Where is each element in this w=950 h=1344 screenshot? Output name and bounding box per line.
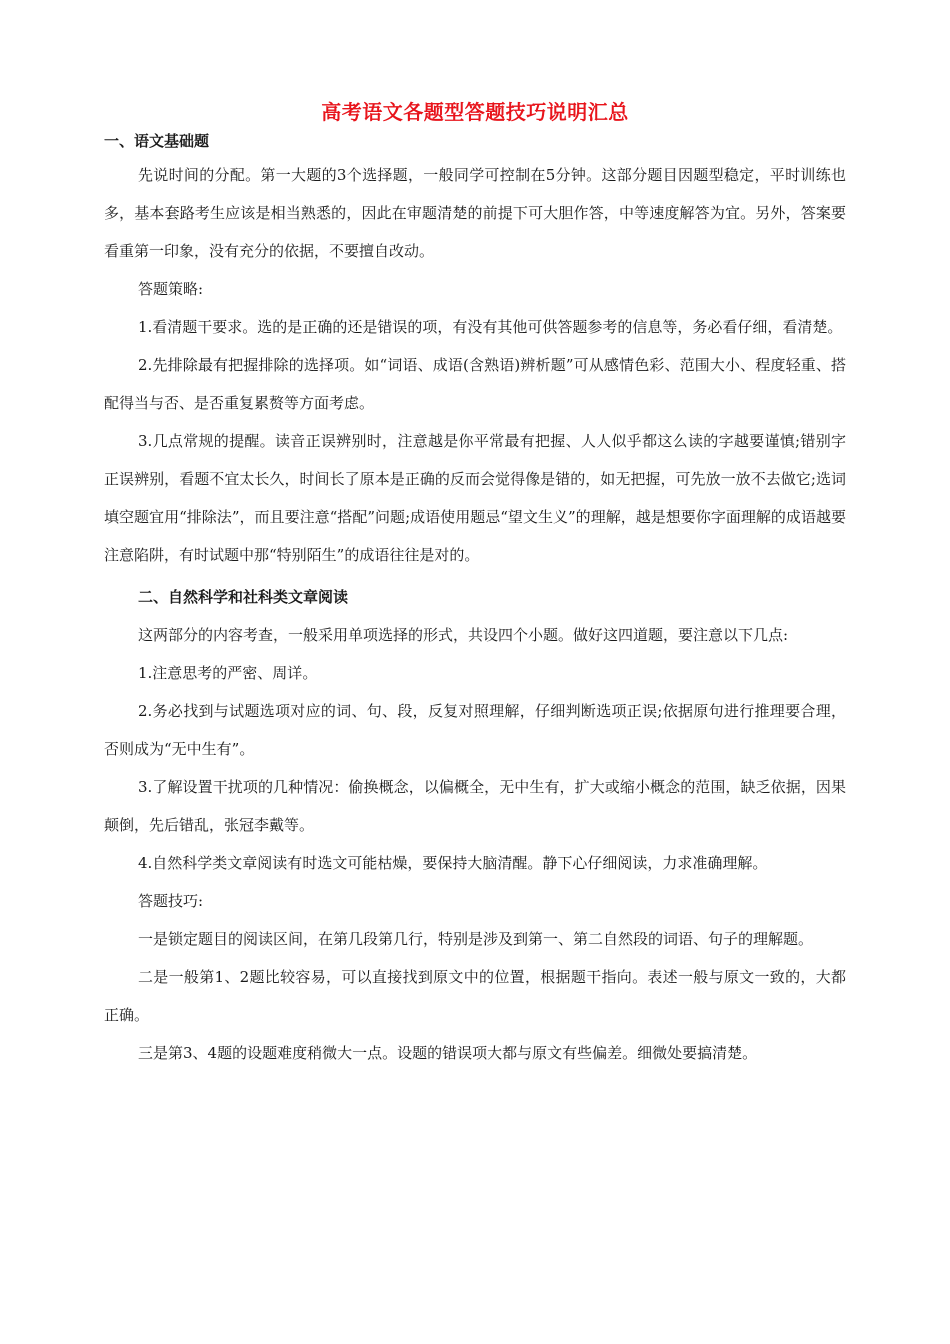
paragraph: 一是锁定题目的阅读区间，在第几段第几行，特别是涉及到第一、第二自然段的词语、句子的理解题。 bbox=[138, 930, 814, 948]
paragraph: 1.看清题干要求。选的是正确的还是错误的项，有没有其他可供答题参考的信息等，务必看仔细，看清楚。 bbox=[138, 318, 843, 336]
document-body bbox=[104, 130, 846, 1072]
paragraph: 1.注意思考的严密、周详。 bbox=[138, 664, 318, 682]
paragraph: 4.自然科学类文章阅读有时选文可能枯燥，要保持大脑清醒。静下心仔细阅读，力求准确理解。 bbox=[138, 854, 768, 872]
paragraph: 这两部分的内容考查，一般采用单项选择的形式，共设四个小题。做好这四道题，要注意以下几点: bbox=[138, 626, 789, 644]
document-title: 高考语文各题型答题技巧说明汇总 bbox=[321, 100, 629, 124]
paragraph: 2.务必找到与试题选项对应的词、句、段，反复对照理解，仔细判断选项正误;依据原句进行推理要合理，否则成为“无中生有”。 bbox=[104, 702, 846, 758]
paragraph: 先说时间的分配。第一大题的3个选择题，一般同学可控制在5分钟。这部分题目因题型稳定，平时训练也多，基本套路考生应该是相当熟悉的，因此在审题清楚的前提下可大胆作答，中等速度解答为宜。另外，答案要看重第一印象，没有充分的依据，不要擅自改动。 bbox=[104, 166, 846, 260]
paragraph: 答题技巧: bbox=[138, 892, 204, 910]
section-heading-basics: 一、语文基础题 bbox=[104, 132, 210, 150]
paragraph: 答题策略: bbox=[138, 280, 204, 298]
paragraph: 3.几点常规的提醒。读音正误辨别时，注意越是你平常最有把握、人人似乎都这么读的字越要谨慎;错别字正误辨别，看题不宜太长久，时间长了原本是正确的反而会觉得像是错的，如无把握，可先放一放不去做它;选词填空题宜用“排除法”，而且要注意“搭配”问题;成语使用题忌“望文生义”的理解，越是想要你字面理解的成语越要注意陷阱，有时试题中那“特别陌生”的成语往往是对的。 bbox=[104, 432, 846, 564]
paragraph: 三是第3、4题的设题难度稍微大一点。设题的错误项大都与原文有些偏差。细微处要搞清楚。 bbox=[138, 1044, 758, 1062]
paragraph: 二是一般第1、2题比较容易，可以直接找到原文中的位置，根据题干指向。表述一般与原文一致的，大都正确。 bbox=[104, 968, 846, 1024]
paragraph: 3.了解设置干扰项的几种情况：偷换概念，以偏概全，无中生有，扩大或缩小概念的范围，缺乏依据，因果颠倒，先后错乱，张冠李戴等。 bbox=[104, 778, 846, 834]
section-heading-reading: 二、自然科学和社科类文章阅读 bbox=[138, 588, 349, 606]
paragraph: 2.先排除最有把握排除的选择项。如“词语、成语(含熟语)辨析题”可从感情色彩、范围大小、程度轻重、搭配得当与否、是否重复累赘等方面考虑。 bbox=[104, 356, 846, 412]
